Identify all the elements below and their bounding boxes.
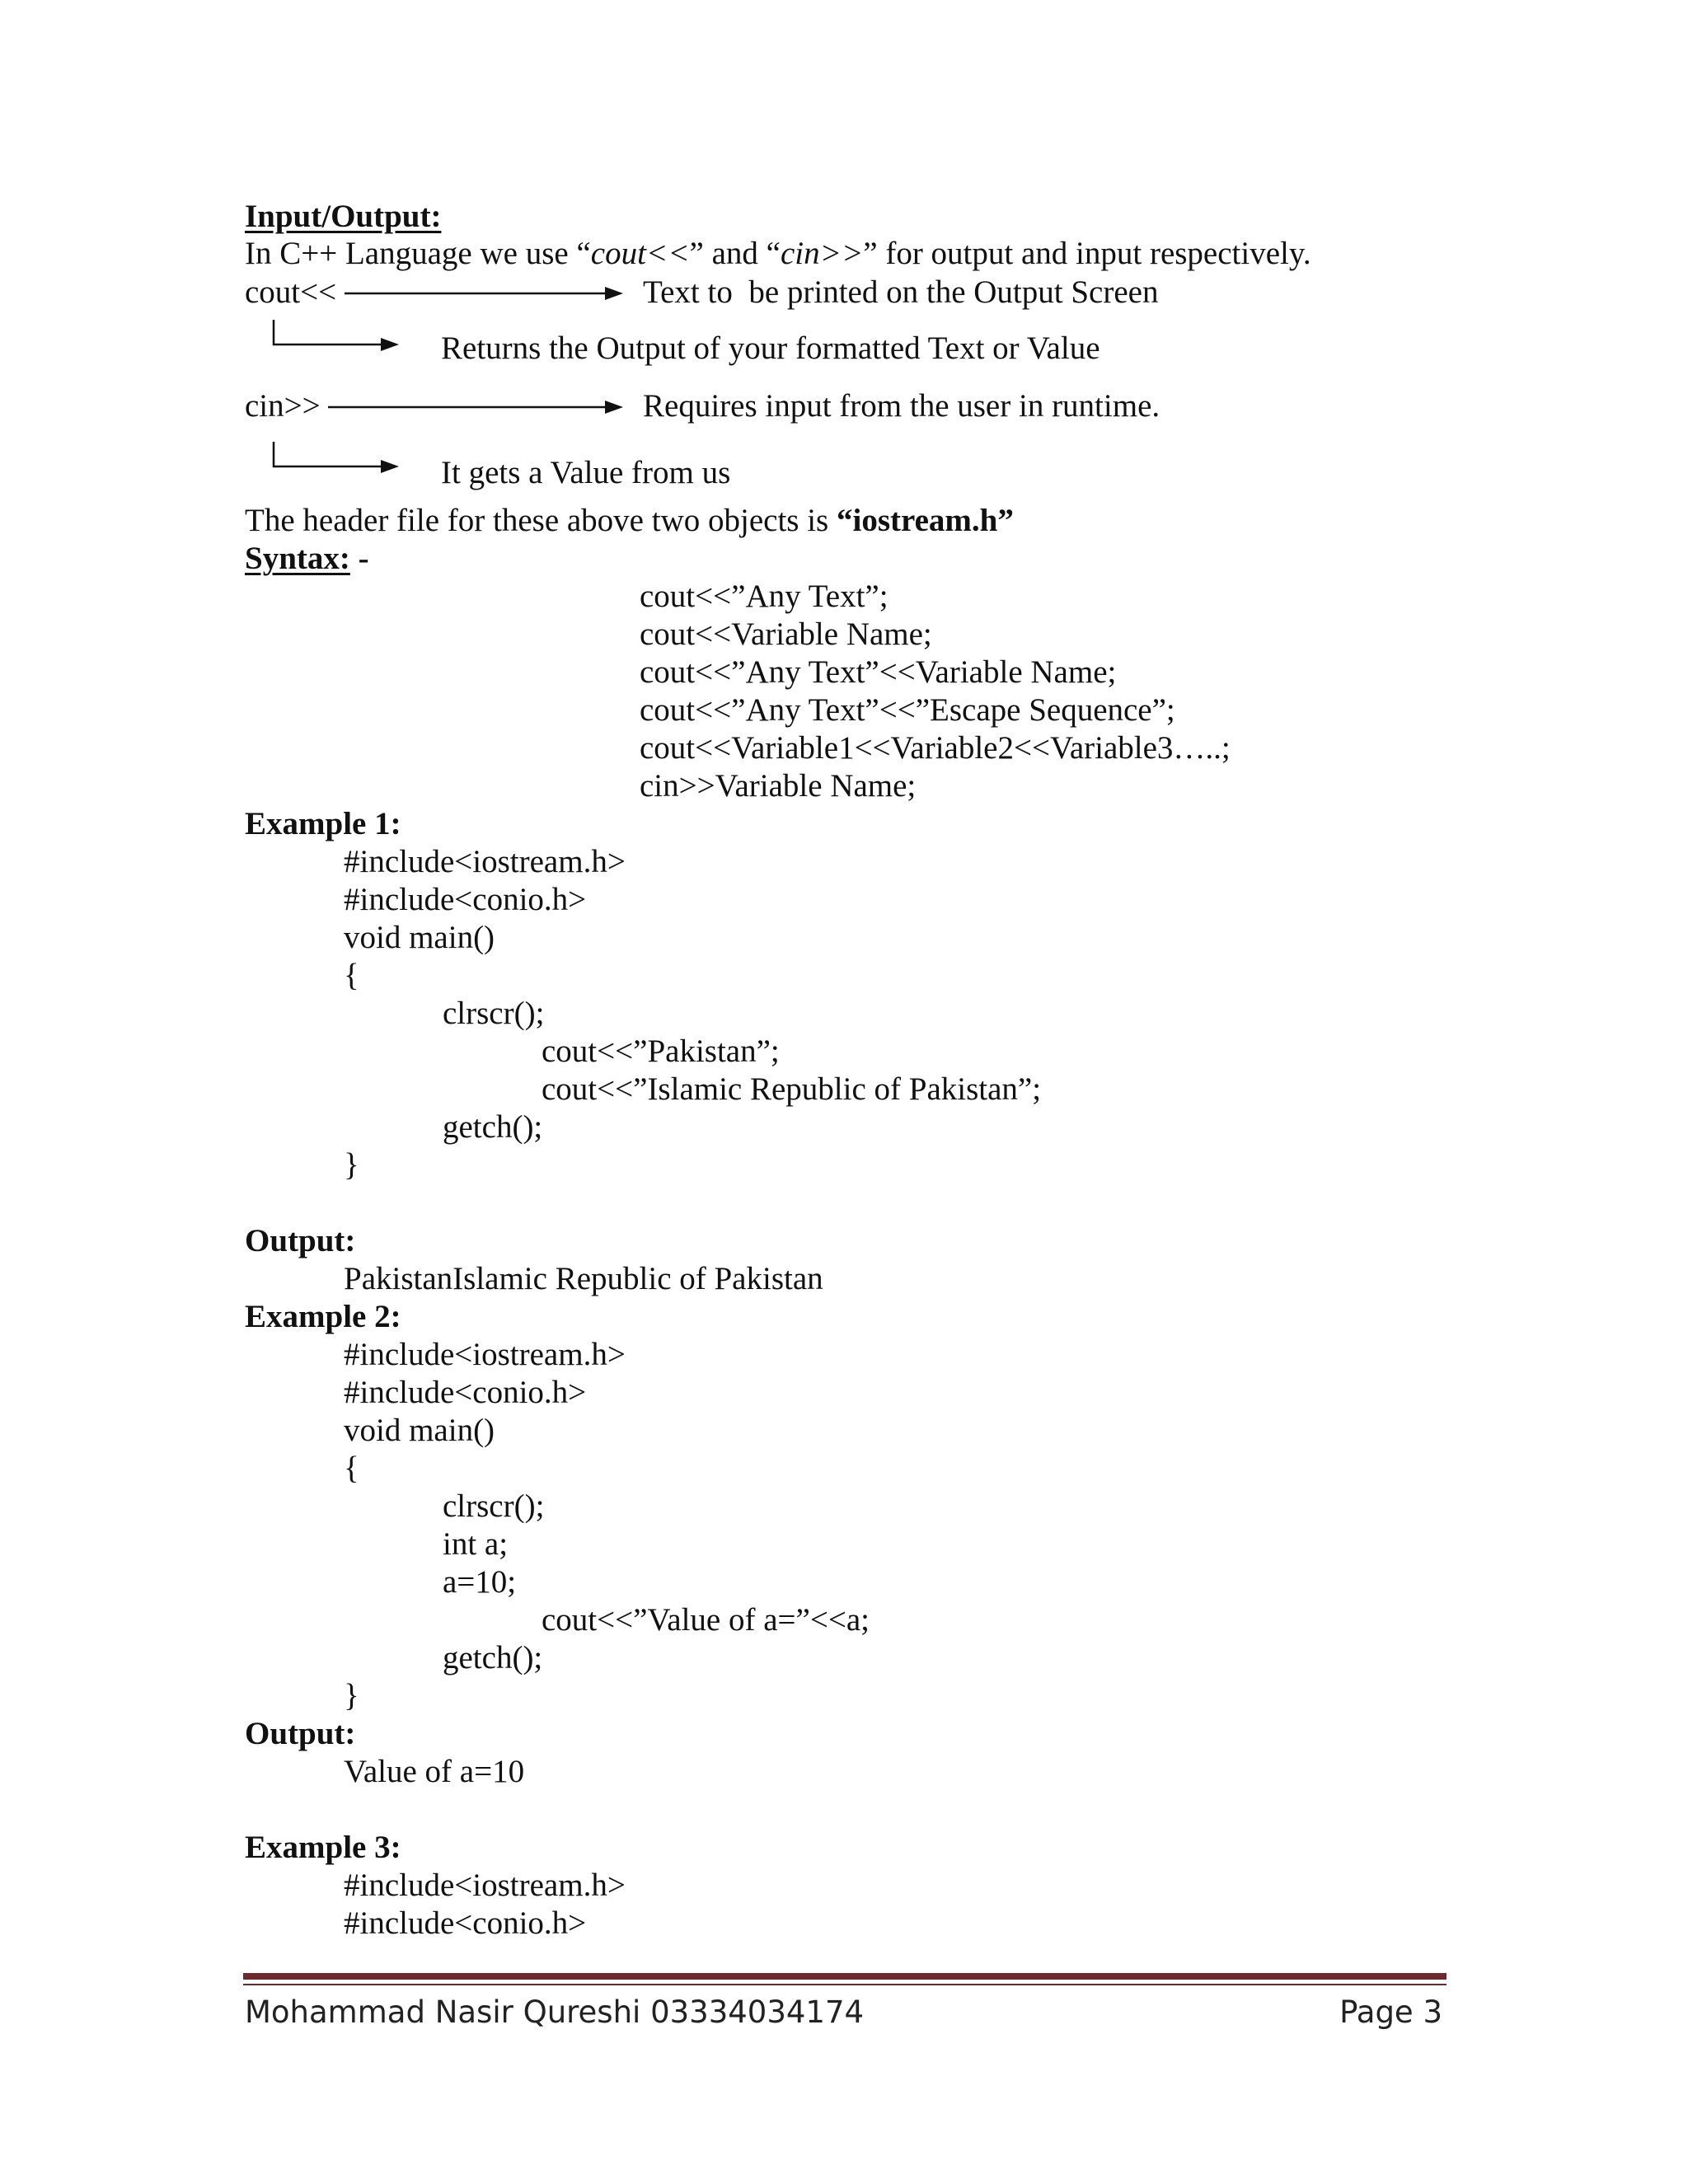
- header-note-text: The header file for these above two objects is: [245, 503, 837, 538]
- example1-output-label: Output:: [245, 1223, 356, 1258]
- footer-rule-thick: [243, 1973, 1447, 1980]
- cin-elbow-arrowhead-icon: [381, 460, 399, 473]
- example1-title: Example 1:: [245, 806, 401, 841]
- intro-cin: cin>>: [780, 236, 864, 271]
- cin-sub-description: It gets a Value from us: [441, 455, 731, 490]
- example2-output-label: Output:: [245, 1716, 356, 1751]
- code-line: getch();: [443, 1109, 543, 1145]
- cin-label: cin>>: [245, 388, 321, 424]
- example2-output: Value of a=10: [344, 1754, 525, 1789]
- footer-rule-thin: [243, 1984, 1447, 1985]
- header-file-note: [245, 502, 1014, 540]
- code-line: #include<iostream.h>: [344, 844, 626, 879]
- syntax-label: Syntax:: [245, 541, 350, 576]
- cin-arrowhead-icon: [605, 401, 623, 414]
- syntax-line: cout<<”Any Text”;: [640, 579, 889, 614]
- code-line: cout<<”Pakistan”;: [542, 1033, 780, 1069]
- cout-elbow-arrow-line: [274, 320, 384, 344]
- intro-part1: In C++ Language we use “: [245, 236, 591, 271]
- cout-label: cout<<: [245, 274, 337, 310]
- code-line: int a;: [443, 1526, 509, 1562]
- syntax-line: cout<<Variable Name;: [640, 616, 932, 652]
- example1-output: PakistanIslamic Republic of Pakistan: [344, 1261, 823, 1296]
- example2-title: Example 2:: [245, 1299, 401, 1334]
- footer-author: Mohammad Nasir Qureshi 03334034174: [245, 1994, 865, 2030]
- code-line: }: [344, 1147, 359, 1183]
- code-line: clrscr();: [443, 996, 545, 1031]
- cin-description: Requires input from the user in runtime.: [643, 388, 1160, 424]
- syntax-heading: [245, 540, 369, 578]
- code-line: {: [344, 1451, 359, 1486]
- intro-cout: cout<<: [590, 236, 690, 271]
- code-line: #include<conio.h>: [344, 1375, 587, 1410]
- cin-elbow-arrow-line: [274, 442, 384, 466]
- code-line: #include<conio.h>: [344, 1905, 587, 1941]
- cout-description: Text to be printed on the Output Screen: [643, 274, 1159, 310]
- code-line: cout<<”Islamic Republic of Pakistan”;: [542, 1071, 1042, 1107]
- header-note-filename: “iostream.h”: [836, 503, 1014, 538]
- intro-part3: ” for output and input respectively.: [863, 236, 1311, 271]
- section-heading: Input/Output:: [245, 199, 442, 234]
- code-line: {: [344, 958, 359, 993]
- syntax-dash: -: [349, 541, 369, 576]
- code-line: clrscr();: [443, 1488, 545, 1524]
- syntax-line: cout<<”Any Text”<<”Escape Sequence”;: [640, 692, 1175, 728]
- code-line: void main(): [344, 1413, 495, 1448]
- intro-part2: ” and “: [689, 236, 781, 271]
- code-line: #include<conio.h>: [344, 882, 587, 917]
- code-line: #include<iostream.h>: [344, 1868, 626, 1903]
- syntax-line: cin>>Variable Name;: [640, 768, 917, 804]
- cout-elbow-arrowhead-icon: [381, 338, 399, 351]
- syntax-line: cout<<Variable1<<Variable2<<Variable3…..;: [640, 730, 1231, 766]
- code-line: #include<iostream.h>: [344, 1337, 626, 1372]
- example3-title: Example 3:: [245, 1830, 401, 1865]
- cout-sub-description: Returns the Output of your formatted Text or Value: [441, 330, 1100, 366]
- code-line: void main(): [344, 920, 495, 955]
- footer-page-number: Page 3: [1339, 1994, 1442, 2030]
- syntax-line: cout<<”Any Text”<<Variable Name;: [640, 654, 1117, 690]
- code-line: a=10;: [443, 1564, 517, 1600]
- code-line: getch();: [443, 1640, 543, 1675]
- code-line: }: [344, 1678, 359, 1713]
- code-line: cout<<”Value of a=”<<a;: [542, 1602, 870, 1638]
- cout-arrowhead-icon: [605, 287, 623, 300]
- io-arrow-diagram: [0, 0, 1688, 577]
